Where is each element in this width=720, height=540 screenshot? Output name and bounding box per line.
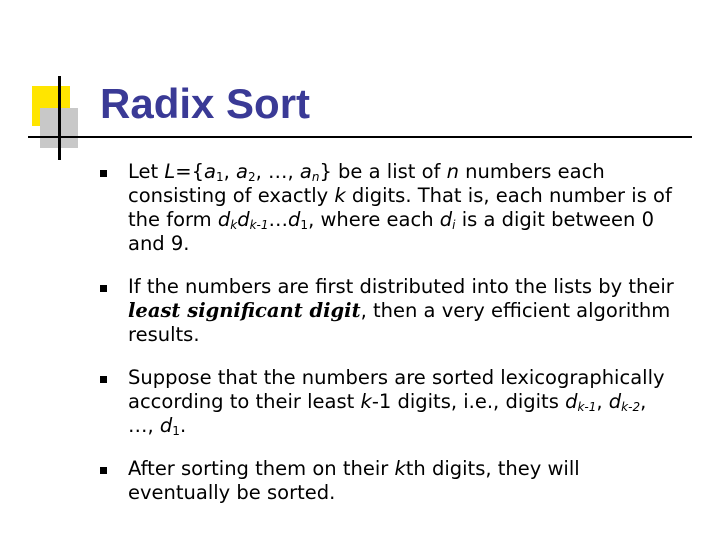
square-bullet-icon	[100, 376, 107, 383]
title-underline	[28, 136, 692, 138]
square-bullet-icon	[100, 170, 107, 177]
bullet-item-least-significant-digit: If the numbers are first distributed into the lists by their least significant digit, then a very efficient algorithm results.	[96, 275, 676, 347]
slide-title: Radix Sort	[100, 80, 311, 127]
bullet-item-list-definition: Let $L=\{a_1$, $a_2$, …, $a_n$} be a list of n numbers each consisting of exactly k digits. That is, each number is of the form $d_kd_{k-1}\dots d_1$, where each $d_i$ is a digit between 0 and 9.	[96, 160, 676, 256]
square-bullet-icon	[100, 285, 107, 292]
bullet-list	[96, 160, 676, 505]
bullet-item-lexicographic-sort: Suppose that the numbers are sorted lexicographically according to their least k-1 digits, i.e., digits $d_{k-1}$, $d_{k-2}$, …, $d_1$.	[96, 366, 676, 438]
title-decoration-vertical-line	[58, 76, 61, 160]
emphasis-least-significant-digit: least significant digit	[128, 299, 361, 322]
square-bullet-icon	[100, 467, 107, 474]
bullet-item-kth-digit-sort: After sorting them on their kth digits, they will eventually be sorted.	[96, 457, 676, 505]
